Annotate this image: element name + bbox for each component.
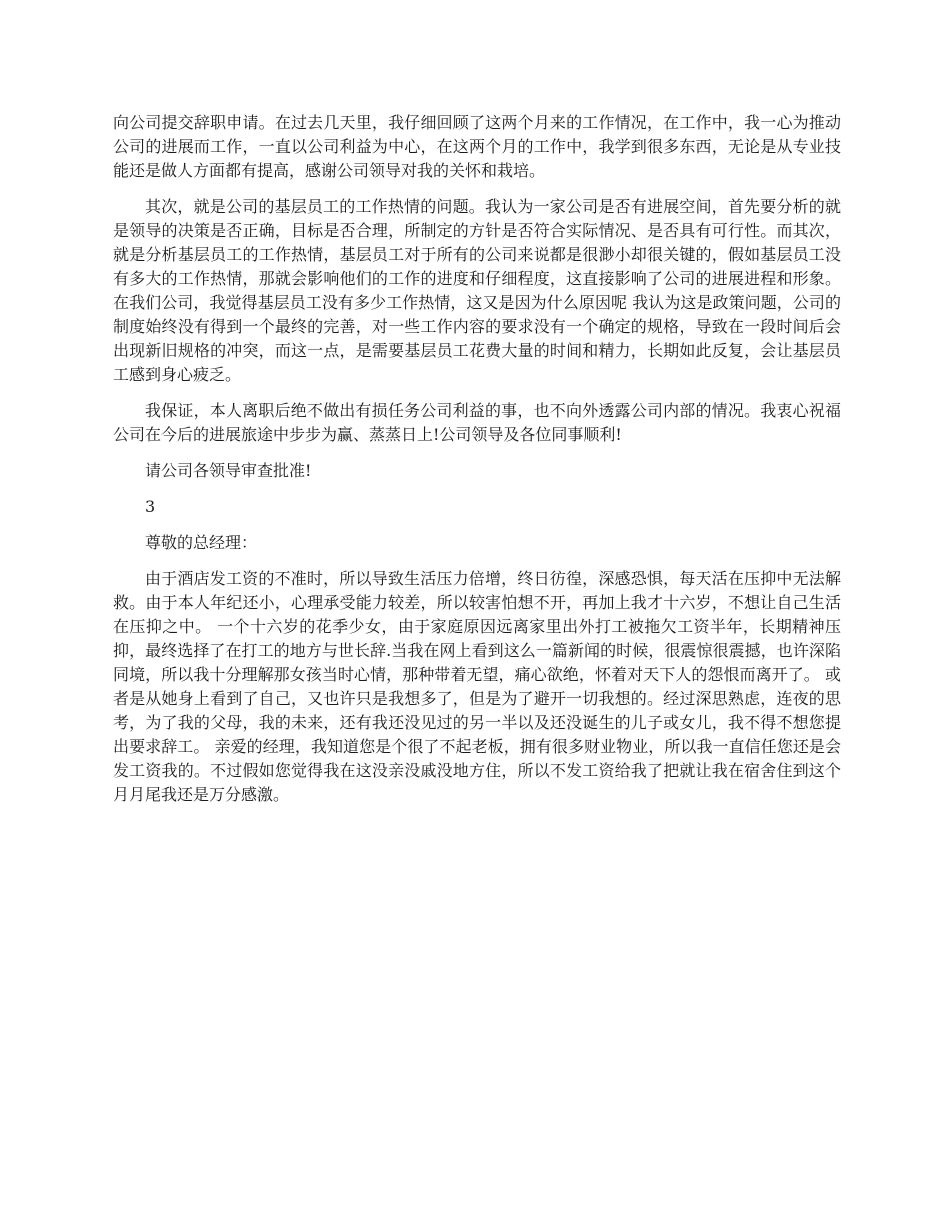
paragraph-approval-request: 请公司各领导审查批准! <box>145 461 312 480</box>
salutation: 尊敬的总经理： <box>145 533 258 552</box>
paragraph-unpaid-wages: 由于酒店发工资的不准时，所以导致生活压力倍增，终日彷徨，深感恐惧，每天活在压抑中无法解救。由于本人年纪还小，心理承受能力较差，所以较害怕想不开，再加上我才十六岁，不想让自己生活在压抑之中。 一个十六岁的花季少女，由于家庭原因远离家里出外打工被拖欠工资半年，长期精神压抑，最终选择了在打工的地方与世长辞.当我在网上看到这么一篇新闻的时候，很震惊很震撼，也许深陷同境，所以我十分理解那女孩当时心情，那种带着无望，痛心欲绝，怀着对天下人的怨恨而离开了。 或者是从她身上看到了自己，又也许只是我想多了，但是为了避开一切我想的。经过深思熟虑，连夜的思考，为了我的父母，我的未来，还有我还没见过的另一半以及还没诞生的儿子或女儿，我不得不想您提出要求辞工。 亲爱的经理，我知道您是个很了不起老板，拥有很多财业物业，所以我一直信任您还是会发工资我的。不过假如您觉得我在这没亲没戚没地方住，所以不发工资给我了把就让我在宿舍住到这个月月尾我还是万分感激。 <box>113 569 841 804</box>
document-body <box>113 111 841 819</box>
paragraph-staff-enthusiasm: 其次，就是公司的基层员工的工作热情的问题。我认为一家公司是否有进展空间，首先要分析的就是领导的决策是否正确，目标是否合理，所制定的方针是否符合实际情况、是否具有可行性。而其次，就是分析基层员工的工作热情，基层员工对于所有的公司来说都是很渺小却很关键的，假如基层员工没有多大的工作热情，那就会影响他们的工作的进度和仔细程度，这直接影响了公司的进展进程和形象。在我们公司，我觉得基层员工没有多少工作热情，这又是因为什么原因呢 我认为这是政策问题，公司的制度始终没有得到一个最终的完善，对一些工作内容的要求没有一个确定的规格，导致在一段时间后会出现新旧规格的冲突，而这一点，是需要基层员工花费大量的时间和精力，长期如此反复，会让基层员工感到身心疲乏。 <box>113 197 841 384</box>
section-number: 3 <box>145 497 156 516</box>
paragraph-resignation-intro: 向公司提交辞职申请。在过去几天里，我仔细回顾了这两个月来的工作情况，在工作中，我一心为推动公司的进展而工作，一直以公司利益为中心，在这两个月的工作中，我学到很多东西，无论是从专业技能还是做人方面都有提高，感谢公司领导对我的关怀和栽培。 <box>113 113 841 180</box>
paragraph-guarantee: 我保证，本人离职后绝不做出有损任务公司利益的事，也不向外透露公司内部的情况。我衷心祝福公司在今后的进展旅途中步步为赢、蒸蒸日上!公司领导及各位同事顺利! <box>113 401 841 444</box>
